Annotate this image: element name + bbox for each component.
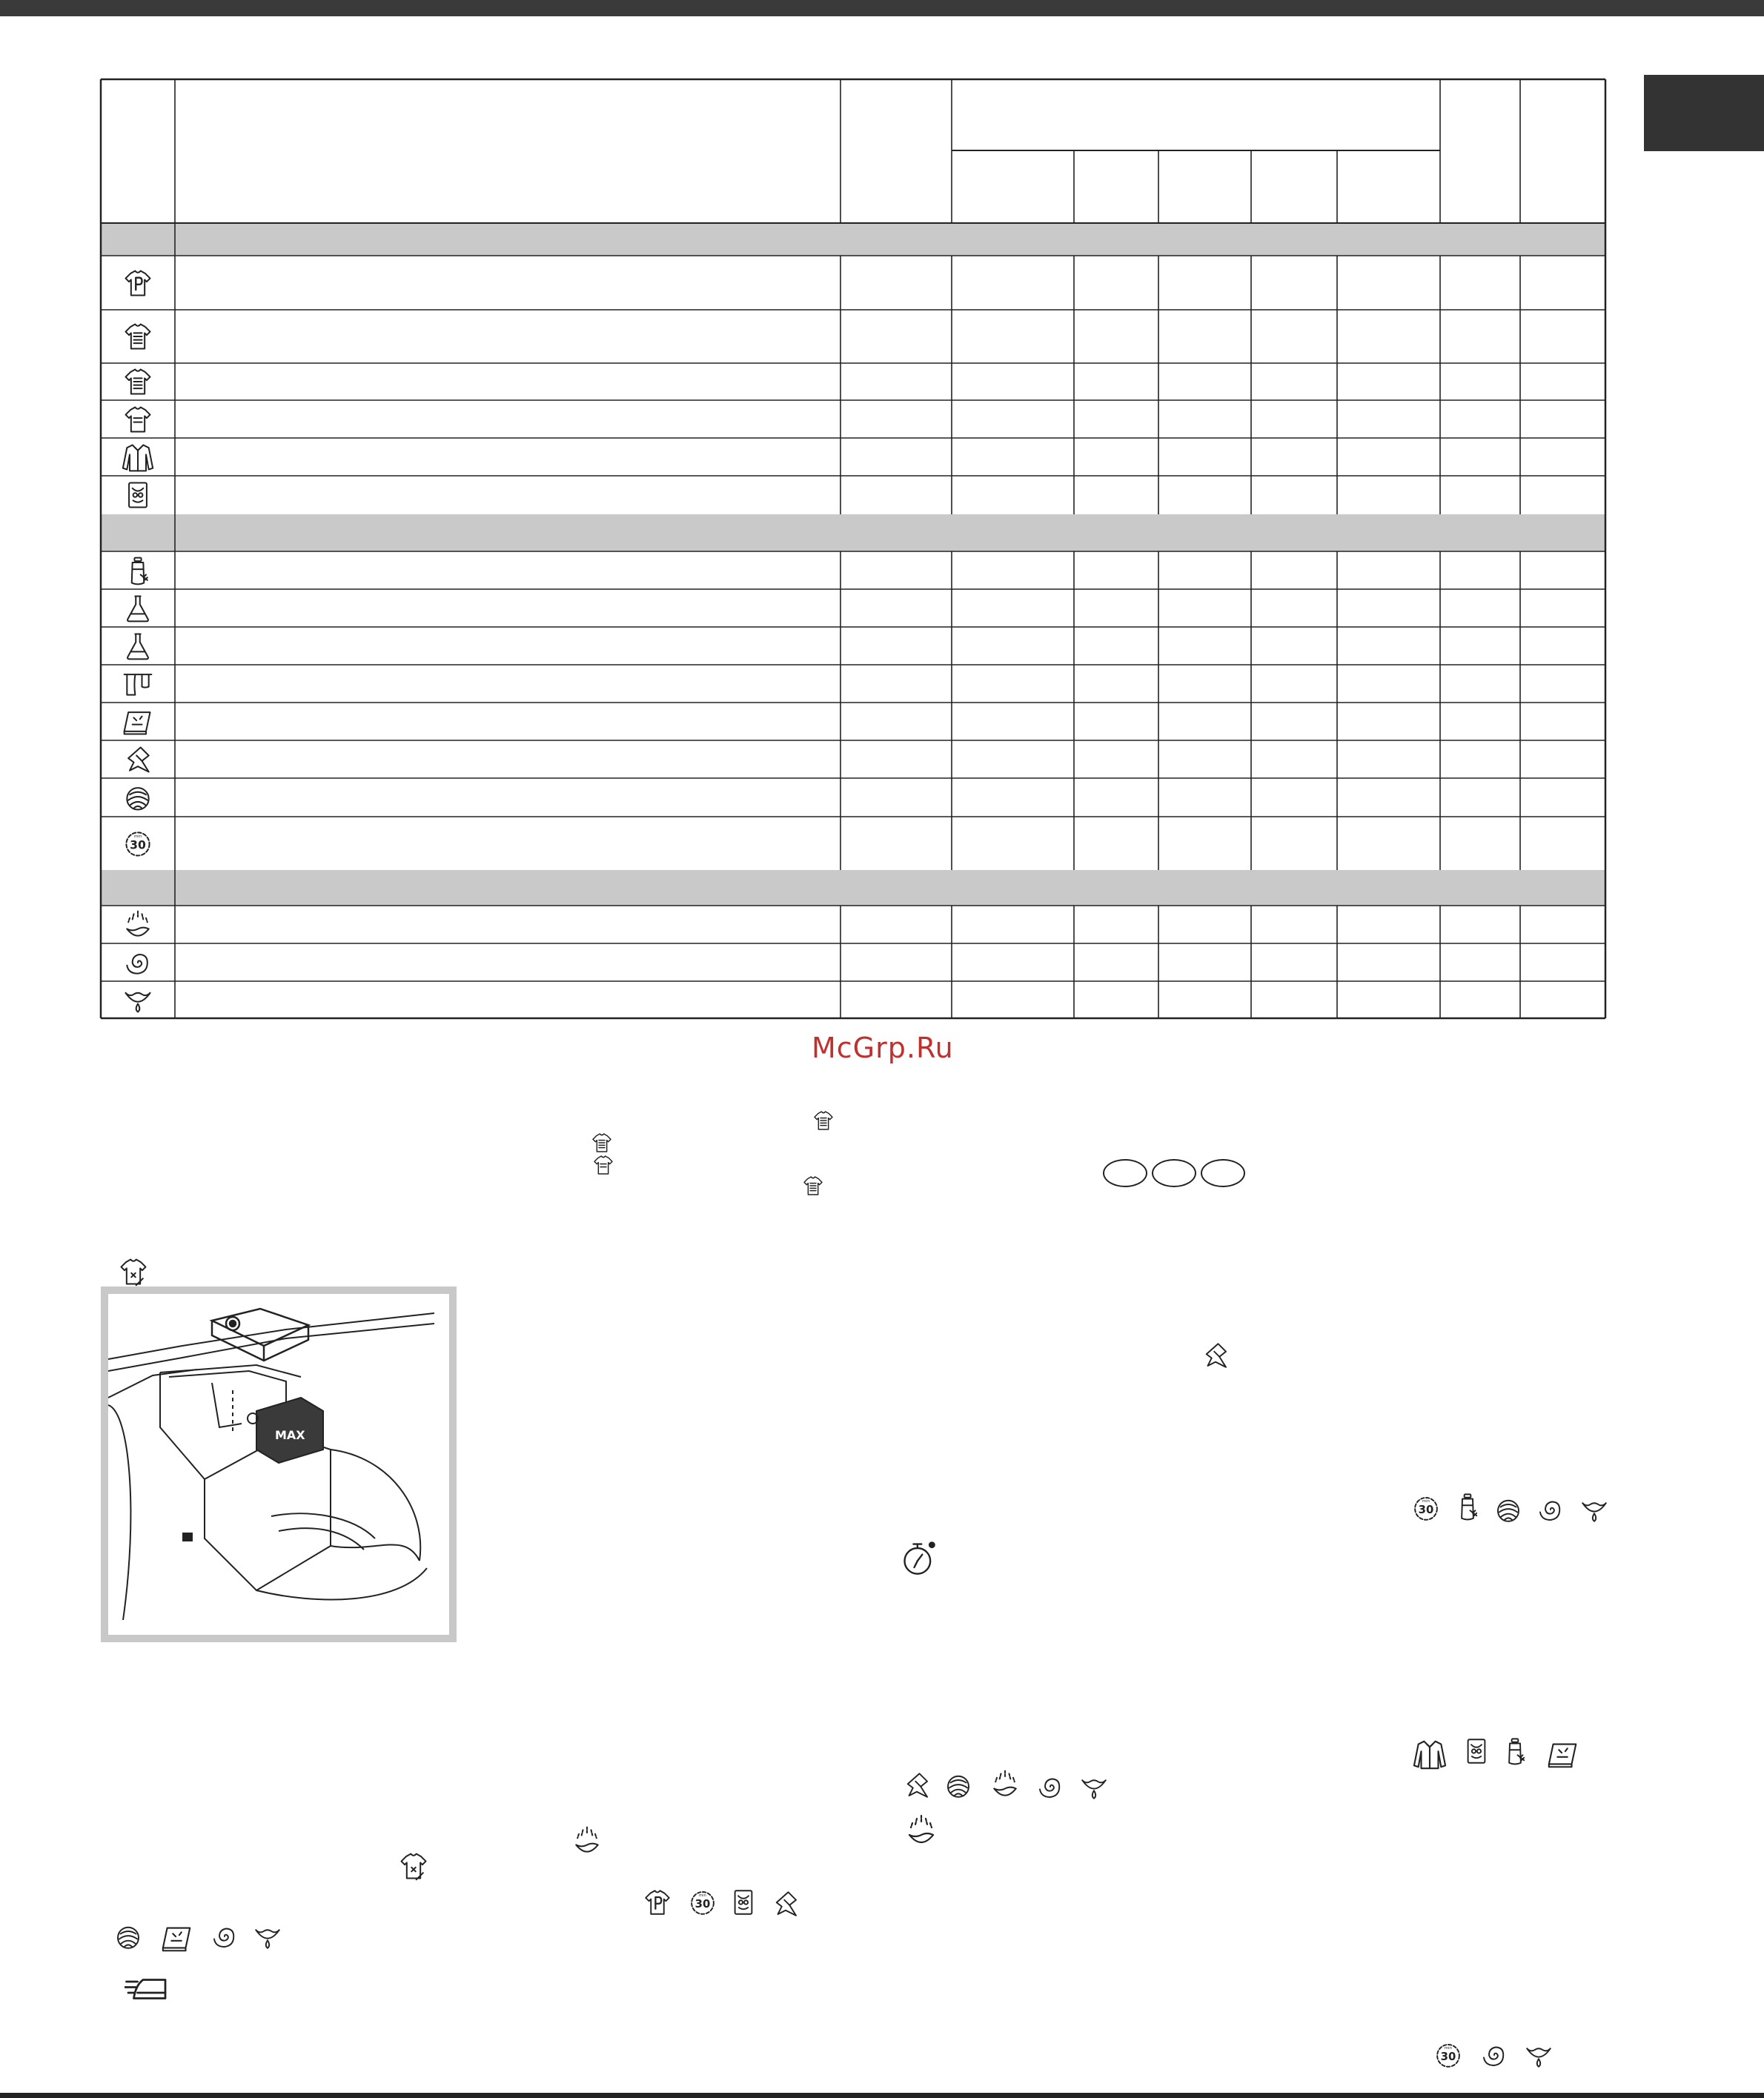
svg-text:30: 30	[130, 838, 146, 852]
drain-inline-3-icon	[252, 1921, 283, 1952]
synthetic-p-shirt-icon	[122, 267, 154, 299]
flask-2-icon	[122, 630, 154, 663]
rinse-inline-3-icon	[571, 1825, 603, 1857]
mix30-inline-icon	[1410, 1493, 1442, 1524]
jacket-inline-icon	[1413, 1737, 1447, 1771]
svg-text:30: 30	[1418, 1503, 1434, 1516]
duvet-inline-icon	[1546, 1737, 1580, 1771]
mix30-inline-2-icon	[687, 1887, 718, 1918]
drain-inline-icon	[1579, 1494, 1610, 1525]
oval-2	[1152, 1159, 1196, 1187]
cotton-shirt-icon	[122, 320, 154, 353]
denim-inline-2-icon	[728, 1887, 759, 1918]
section-band-2	[101, 514, 1605, 551]
watermark-text: McGrp.Ru	[812, 1032, 954, 1064]
section-band-3	[101, 870, 1605, 906]
svg-text:min: min	[133, 834, 142, 839]
bottle-inline-icon	[1452, 1491, 1483, 1522]
shirt-small-3-icon	[591, 1153, 615, 1177]
drain-inline-4-icon	[1523, 2039, 1554, 2071]
svg-text:30: 30	[1440, 2050, 1456, 2063]
jacket-icon	[122, 441, 154, 474]
drain-inline-2-icon	[1078, 1771, 1110, 1802]
svg-text:min: min	[1445, 2046, 1452, 2051]
delay-timer-icon	[900, 1538, 938, 1577]
silk-inline-icon	[1200, 1340, 1231, 1371]
baby-bottle-icon	[122, 554, 154, 587]
silk-icon	[122, 743, 154, 776]
shirt-small-icon	[812, 1109, 835, 1132]
denim-icon	[122, 479, 154, 511]
spin-inline-3-icon	[209, 1921, 240, 1952]
flask-icon	[122, 592, 154, 625]
svg-text:min: min	[699, 1893, 706, 1899]
drain-icon	[122, 983, 154, 1016]
spin-inline-icon	[1535, 1494, 1566, 1525]
shirt-small-4-icon	[801, 1174, 825, 1198]
bottom-bar	[0, 2093, 1764, 2098]
svg-text:min: min	[1422, 1499, 1430, 1504]
drawer-drawing	[108, 1294, 434, 1620]
denim-inline-icon	[1461, 1736, 1492, 1767]
rinse-inline-2-icon	[903, 1813, 939, 1848]
curtains-icon	[122, 668, 154, 700]
wool-inline-3-icon	[113, 1921, 144, 1952]
svg-text:30: 30	[694, 1897, 711, 1911]
mix30-inline-3-icon	[1433, 2039, 1464, 2071]
spin-icon	[122, 946, 154, 979]
spin-inline-4-icon	[1479, 2039, 1510, 2071]
silk-inline-2-icon	[901, 1770, 932, 1801]
no-stain-shirt-icon	[117, 1255, 150, 1288]
wool-icon	[122, 781, 154, 814]
cotton-shirt-2-icon	[122, 365, 154, 398]
oval-1	[1103, 1159, 1147, 1187]
rinse-inline-icon	[989, 1768, 1021, 1801]
spin-inline-2-icon	[1035, 1771, 1066, 1802]
no-stain-inline-icon	[397, 1850, 430, 1882]
bottle-inline-2-icon	[1499, 1736, 1531, 1767]
rinse-icon	[122, 909, 154, 941]
silk-inline-3-icon	[770, 1888, 801, 1919]
section-band-1	[101, 223, 1605, 256]
cotton-shirt-3-icon	[122, 403, 154, 436]
duvet-inline-2-icon	[160, 1921, 194, 1955]
wool-inline-2-icon	[943, 1770, 974, 1801]
shirt-small-2-icon	[590, 1131, 614, 1155]
max-label: MAX	[275, 1428, 305, 1442]
programme-table	[0, 0, 1764, 1038]
oval-3	[1201, 1159, 1245, 1187]
iron-icon	[125, 1967, 169, 2011]
detergent-drawer-illustration	[101, 1287, 457, 1642]
duvet-icon	[122, 706, 154, 738]
mix30-icon	[122, 827, 154, 860]
wool-inline-icon	[1493, 1494, 1524, 1525]
button-ovals	[1103, 1159, 1245, 1187]
shirt-p-inline-icon	[642, 1887, 673, 1918]
